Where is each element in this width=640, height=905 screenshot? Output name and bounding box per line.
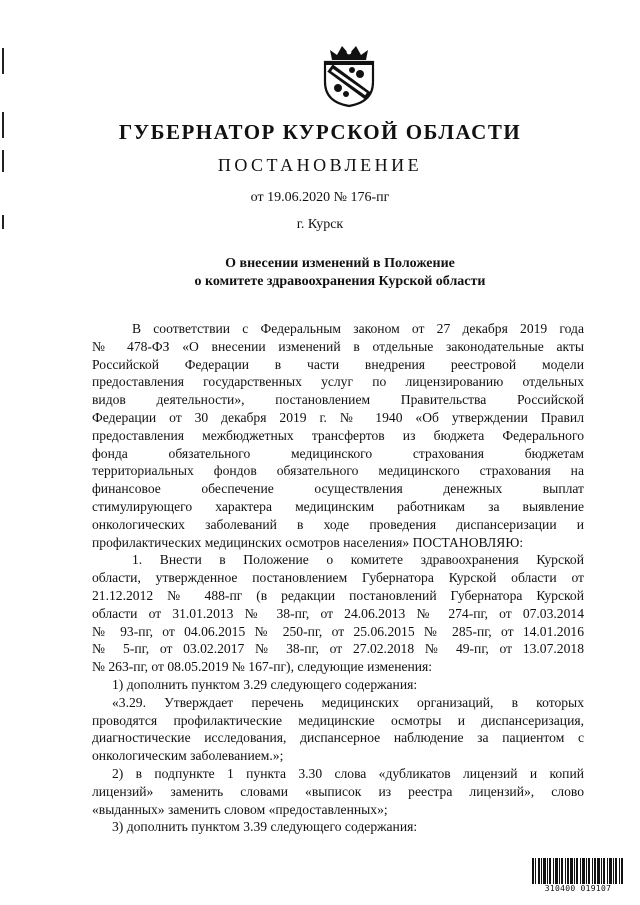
authority-title: ГУБЕРНАТОР КУРСКОЙ ОБЛАСТИ <box>118 120 522 144</box>
body-line: профилактических медицинских осмотров населения» ПОСТАНОВЛЯЮ: <box>92 534 524 550</box>
subject-line: о комитете здравоохранения Курской области <box>194 274 486 289</box>
body-line: лицензий» заменить словами «выписок из реестра лицензий», слово <box>92 783 584 799</box>
body-line: 1. Внести в Положение о комитете здравоохранения Курской <box>132 552 584 568</box>
body-line: В соответствии с Федеральным законом от 27 декабря 2019 года <box>132 321 584 336</box>
document-city: г. Курск <box>296 217 344 232</box>
body-line: онкологических заболеваний в ходе проведения диспансеризации и <box>92 516 584 532</box>
body-line: 21.12.2012 № 488-пг (в редакции постановлений Губернатора Курской <box>92 587 584 603</box>
body-line: проводятся профилактические медицинские осмотры и диспансеризация, <box>92 712 584 728</box>
body-line: области от 31.01.2013 № 38-пг, от 24.06.2013 № 274-пг, от 07.03.2014 <box>92 605 584 621</box>
body-line: № 93-пг, от 04.06.2015 № 250-пг, от 25.06.2015 № 285-пг, от 14.01.2016 <box>92 623 584 639</box>
body-line: Российской Федерации в части внедрения реестровой модели <box>92 356 584 372</box>
body-line: области, утвержденное постановлением Губернатора Курской области от <box>92 570 584 586</box>
body-line: № 478-ФЗ «О внесении изменений в отдельные законодательные акты <box>92 338 584 354</box>
body-line: видов деятельности», постановлением Правительства Российской <box>92 392 584 408</box>
body-line: финансовое обеспечение осуществления денежных выплат <box>92 481 584 497</box>
body-line: 3) дополнить пунктом 3.39 следующего содержания: <box>112 819 418 835</box>
document-type: ПОСТАНОВЛЕНИЕ <box>217 155 423 175</box>
document-body <box>92 320 584 836</box>
subject-line: О внесении изменений в Положение <box>225 256 455 271</box>
body-line: стимулирующего характера медицинским работникам за выявление <box>92 498 584 514</box>
body-line: диагностические исследования, диспансерное наблюдение за пациентом с <box>92 730 584 746</box>
document-date-number: от 19.06.2020 № 176-пг <box>250 190 390 205</box>
body-line: Федерации от 30 декабря 2019 г. № 1940 «Об утверждении Правил <box>92 409 584 425</box>
barcode-number: 310400 019107 <box>530 884 626 893</box>
body-line: территориальных фондов обязательного медицинского страхования на <box>92 463 584 479</box>
body-line: предоставления межбюджетных трансфертов из бюджета Федерального <box>92 427 584 443</box>
body-line: «3.29. Утверждает перечень медицинских организаций, в которых <box>112 694 584 710</box>
body-line: № 5-пг, от 03.02.2017 № 38-пг, от 27.02.2018 № 49-пг, от 13.07.2018 <box>92 641 584 657</box>
margin-mark <box>2 48 4 74</box>
body-line: предоставления государственных услуг по лицензированию отдельных <box>92 374 584 390</box>
body-line: № 263-пг, от 08.05.2019 № 167-пг), следующие изменения: <box>92 659 433 675</box>
body-line: «выданных» заменить словом «предоставленных»; <box>92 801 388 817</box>
body-line: 1) дополнить пунктом 3.29 следующего содержания: <box>112 676 418 692</box>
body-line: онкологическим заболеванием.»; <box>92 748 284 764</box>
coat-of-arms-icon <box>322 44 376 108</box>
body-line: фонда обязательного медицинского страхования бюджетам <box>92 445 584 461</box>
body-line: 2) в подпункте 1 пункта 3.30 слова «дубликатов лицензий и копий <box>112 765 584 781</box>
